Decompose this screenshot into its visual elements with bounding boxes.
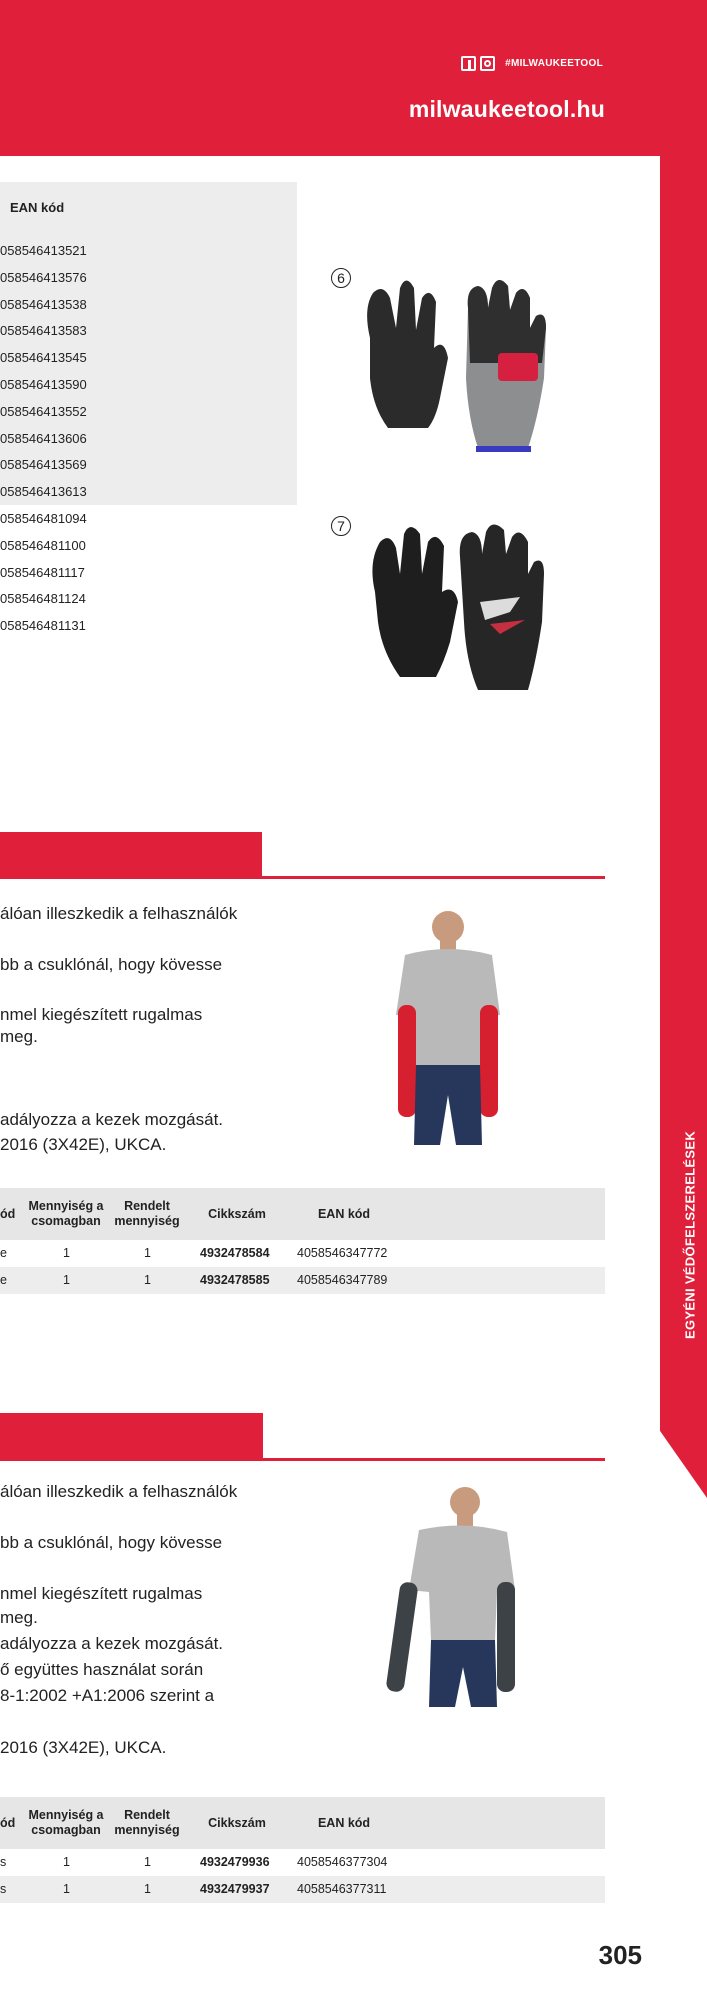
col-header-qty-pack: Mennyiség a csomagban [28, 1808, 104, 1837]
ean-code: 058546481117 [0, 564, 85, 580]
table-header-row [0, 1188, 605, 1240]
cell-ean: 4058546377304 [297, 1855, 388, 1869]
section2-text-line: ő együttes használat során [0, 1660, 204, 1679]
cut-resistant-glove-black-image [360, 512, 560, 702]
section1-text-line: nmel kiegészített rugalmas [0, 1005, 203, 1024]
col-header-article: Cikkszám [208, 1206, 266, 1221]
section2-text-line: 2016 (3X42E), UKCA. [0, 1738, 167, 1757]
glove-number-7: 7 [331, 516, 351, 536]
section1-title-bar [0, 832, 262, 877]
col-header-order-qty: Rendelt mennyiség [114, 1808, 180, 1837]
col-header-code: ód [0, 1206, 16, 1221]
section2-text-line: álóan illeszkedik a felhasználók [0, 1482, 238, 1501]
table-row [0, 1240, 605, 1267]
table-row [0, 1849, 605, 1876]
table-row [0, 1876, 605, 1903]
col-header-ean: EAN kód [317, 1815, 371, 1830]
grey-cut-sleeve-model-image [375, 1482, 530, 1707]
section2-product-table [0, 1797, 605, 1903]
ean-code: 058546413583 [0, 323, 87, 339]
section2-text-line: 8-1:2002 +A1:2006 szerint a [0, 1686, 215, 1705]
section1-text-line: bb a csuklónál, hogy kövesse [0, 955, 223, 974]
cell-code: s [0, 1855, 7, 1869]
section2-text-line: nmel kiegészített rugalmas [0, 1584, 203, 1603]
ean-code: 058546481094 [0, 510, 87, 526]
ean-code: 058546413545 [0, 350, 87, 366]
cell-qty-pack: 1 [63, 1882, 70, 1896]
facebook-icon[interactable] [461, 56, 476, 71]
cell-qty-pack: 1 [63, 1855, 70, 1869]
ean-header: EAN kód [10, 200, 65, 215]
cell-order-qty[interactable]: 1 [144, 1246, 151, 1260]
website-link[interactable]: milwaukeetool.hu [408, 96, 605, 122]
cell-order-qty[interactable]: 1 [144, 1882, 151, 1896]
col-header-order-qty: Rendelt mennyiség [114, 1199, 180, 1228]
section1-text-line: álóan illeszkedik a felhasználók [0, 904, 238, 923]
section2-text-line: meg. [0, 1608, 38, 1627]
ean-code: 058546413613 [0, 484, 87, 500]
section2-title-bar [0, 1413, 263, 1458]
header-banner [0, 0, 707, 156]
ean-code: 058546413538 [0, 296, 87, 312]
ean-code: 058546481131 [0, 618, 86, 634]
cell-qty-pack: 1 [63, 1246, 70, 1260]
section1-text-line: adályozza a kezek mozgását. [0, 1110, 224, 1129]
section2-divider [0, 1458, 605, 1461]
col-header-qty-pack: Mennyiség a csomagban [28, 1199, 104, 1228]
ean-code: 058546481124 [0, 591, 86, 607]
col-header-article: Cikkszám [208, 1815, 266, 1830]
ean-code: 058546413521 [0, 243, 87, 258]
section1-product-table [0, 1188, 605, 1294]
glove-number-6: 6 [331, 268, 351, 288]
cell-article: 4932479936 [200, 1855, 270, 1869]
cell-order-qty[interactable]: 1 [144, 1855, 151, 1869]
section2-text-line: bb a csuklónál, hogy kövesse [0, 1533, 223, 1552]
cut-resistant-glove-grey-image [348, 268, 570, 468]
cell-ean: 4058546347772 [297, 1246, 388, 1260]
ean-code: 058546413590 [0, 376, 87, 392]
ean-code: 058546481100 [0, 537, 86, 553]
section1-divider [0, 876, 605, 879]
social-links [461, 56, 603, 71]
table-header-row [0, 1797, 605, 1849]
col-header-code: ód [0, 1815, 16, 1830]
ean-code: 058546413569 [0, 457, 87, 473]
cell-qty-pack: 1 [63, 1273, 70, 1287]
cell-ean: 4058546347789 [297, 1273, 388, 1287]
hashtag: #MILWAUKEETOOL [505, 58, 603, 69]
page-number: 305 [598, 1940, 642, 1970]
cell-ean: 4058546377311 [297, 1882, 387, 1896]
cell-article: 4932479937 [200, 1882, 270, 1896]
table-row [0, 1267, 605, 1294]
cell-code: s [0, 1882, 7, 1896]
ean-code: 058546413576 [0, 269, 87, 285]
cell-code: e [0, 1273, 7, 1287]
cell-article: 4932478584 [200, 1246, 270, 1260]
cell-order-qty[interactable]: 1 [144, 1273, 151, 1287]
section1-text-line: 2016 (3X42E), UKCA. [0, 1135, 167, 1154]
red-cut-sleeve-model-image [370, 905, 520, 1145]
col-header-ean: EAN kód [317, 1206, 371, 1221]
cell-code: e [0, 1246, 7, 1260]
instagram-icon[interactable] [480, 56, 495, 71]
ean-code: 058546413552 [0, 403, 87, 419]
section1-text-line: meg. [0, 1027, 38, 1046]
section2-text-line: adályozza a kezek mozgását. [0, 1634, 224, 1653]
ean-list [0, 238, 297, 640]
ean-code: 058546413606 [0, 430, 87, 446]
category-label: EGYÉNI VÉDŐFELSZERELÉSEK [682, 1130, 698, 1340]
cell-article: 4932478585 [200, 1273, 270, 1287]
